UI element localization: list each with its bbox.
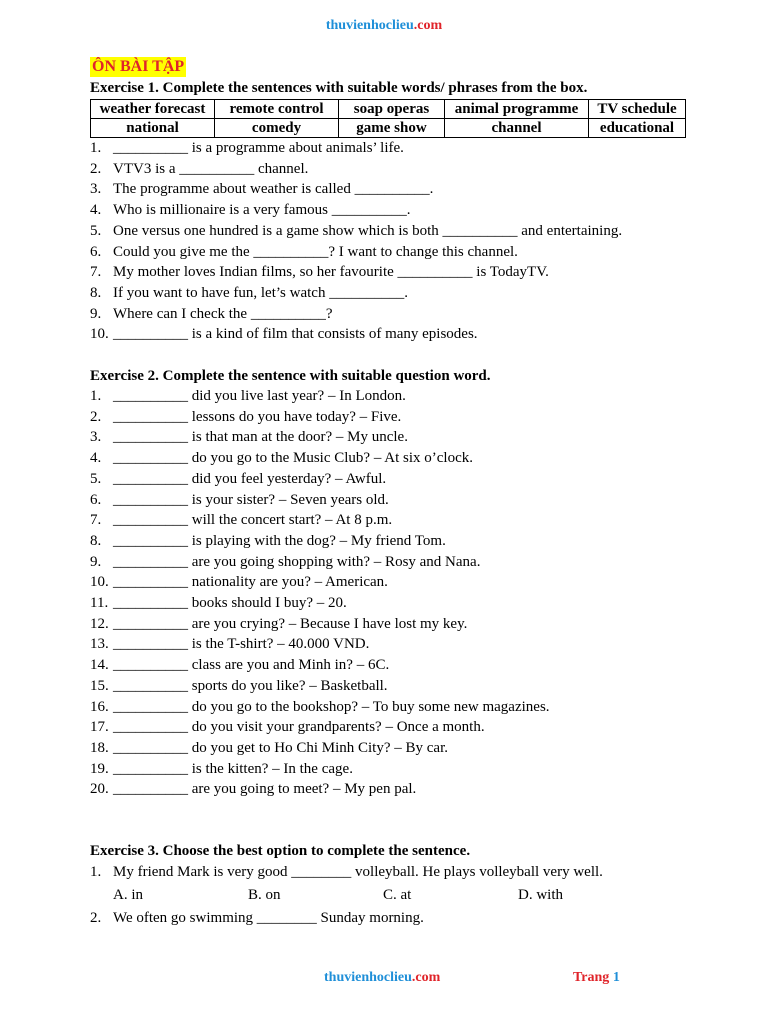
item-number: 2. (90, 160, 102, 177)
item-text: __________ do you visit your grandparents? – Once a month. (113, 719, 485, 736)
word-box-cell: animal programme (445, 100, 589, 119)
footer-site-name: thuvienhoclieu (324, 970, 412, 985)
list-item (90, 221, 690, 242)
list-item (90, 717, 690, 738)
item-number: 8. (90, 284, 102, 301)
item-number: 1. (90, 864, 102, 881)
list-item (90, 324, 690, 345)
item-number: 10. (90, 326, 109, 343)
list-item (90, 386, 690, 407)
item-text: The programme about weather is called __________. (113, 181, 434, 198)
word-box-cell: channel (445, 119, 589, 138)
list-item (90, 427, 690, 448)
item-number: 11. (90, 595, 109, 612)
list-item (90, 908, 690, 929)
list-item (90, 862, 690, 883)
list-item (90, 407, 690, 428)
word-box (90, 99, 686, 138)
list-item (90, 634, 690, 655)
item-number: 9. (90, 305, 102, 322)
item-number: 6. (90, 491, 102, 508)
item-text: __________ are you going shopping with? – Rosy and Nana. (113, 553, 481, 570)
list-item (90, 655, 690, 676)
word-box-cell: national (91, 119, 215, 138)
list-item (90, 200, 690, 221)
word-box-cell: soap operas (339, 100, 445, 119)
item-text: __________ will the concert start? – At 8 p.m. (113, 512, 393, 529)
item-text: __________ did you live last year? – In London. (113, 388, 406, 405)
exercise3-title: Exercise 3. Choose the best option to complete the sentence. (90, 843, 471, 860)
item-text: __________ is your sister? – Seven years old. (113, 491, 389, 508)
page-label: Trang (573, 970, 610, 985)
item-number: 1. (90, 140, 102, 156)
item-text: Who is millionaire is a very famous __________. (113, 202, 411, 219)
exercise3-q1-options (90, 883, 690, 908)
exercise3-list-2 (90, 908, 690, 929)
item-number: 1. (90, 388, 102, 405)
item-text: __________ are you crying? – Because I have lost my key. (113, 615, 468, 632)
spacer (90, 345, 690, 366)
footer-site-link[interactable] (324, 970, 440, 986)
word-box-cell: comedy (215, 119, 339, 138)
item-text: Where can I check the __________? (113, 305, 333, 322)
item-text: __________ is the kitten? – In the cage. (113, 760, 353, 777)
spacer (90, 800, 690, 840)
item-number: 2. (90, 408, 102, 425)
list-item (90, 593, 690, 614)
list-item (90, 469, 690, 490)
item-number: 9. (90, 553, 102, 570)
item-text: __________ do you get to Ho Chi Minh City? – By car. (113, 739, 448, 756)
item-number: 6. (90, 243, 102, 260)
list-item (90, 242, 690, 263)
item-number: 16. (90, 698, 109, 715)
list-item (90, 614, 690, 635)
item-text: VTV3 is a __________ channel. (113, 160, 309, 177)
review-title-row (90, 56, 690, 78)
item-number: 20. (90, 781, 109, 798)
site-header-domain: .com (413, 18, 443, 33)
item-number: 15. (90, 677, 109, 694)
item-number: 4. (90, 202, 102, 219)
item-text: __________ books should I buy? – 20. (113, 595, 347, 612)
item-text: __________ is the T-shirt? – 40.000 VND. (113, 636, 370, 653)
list-item (90, 510, 690, 531)
item-text: One versus one hundred is a game show which is both __________ and entertaining. (113, 222, 623, 239)
list-item (90, 531, 690, 552)
item-number: 13. (90, 636, 109, 653)
item-number: 3. (90, 181, 102, 198)
item-text: My mother loves Indian films, so her favourite __________ is TodayTV. (113, 264, 549, 281)
item-number: 17. (90, 719, 109, 736)
item-number: 19. (90, 760, 109, 777)
item-number: 18. (90, 739, 109, 756)
item-text: __________ lessons do you have today? – Five. (113, 408, 402, 425)
list-item (90, 697, 690, 718)
list-item (90, 283, 690, 304)
item-number: 10. (90, 574, 109, 591)
word-box-cell: educational (589, 119, 686, 138)
item-number: 14. (90, 657, 109, 674)
item-number: 3. (90, 429, 102, 446)
item-text: __________ do you go to the Music Club? – At six o’clock. (113, 450, 473, 467)
site-header[interactable] (0, 18, 768, 34)
list-item (90, 779, 690, 800)
item-text: __________ are you going to meet? – My pen pal. (113, 781, 417, 798)
item-text: __________ class are you and Minh in? – 6C. (113, 657, 390, 674)
word-box-row-1 (91, 100, 686, 119)
item-text: __________ is that man at the door? – My uncle. (113, 429, 408, 446)
option-c: C. at (383, 886, 412, 903)
item-text: __________ is a kind of film that consists of many episodes. (113, 326, 478, 343)
word-box-cell: game show (339, 119, 445, 138)
item-text: __________ do you go to the bookshop? – To buy some new magazines. (113, 698, 550, 715)
page-number-value: 1 (612, 970, 620, 985)
option-d: D. with (518, 886, 563, 903)
item-number: 7. (90, 264, 102, 281)
exercise2-list (90, 386, 690, 800)
item-text: We often go swimming ________ Sunday morning. (113, 909, 424, 926)
item-text: If you want to have fun, let’s watch __________. (113, 284, 408, 301)
list-item (90, 448, 690, 469)
item-number: 5. (90, 222, 102, 239)
item-number: 5. (90, 470, 102, 487)
list-item (90, 159, 690, 180)
item-number: 7. (90, 512, 102, 529)
page-number (573, 970, 620, 986)
option-a: A. in (113, 886, 143, 903)
list-item (90, 552, 690, 573)
document-body (90, 56, 690, 929)
item-text: __________ sports do you like? – Basketball. (113, 677, 388, 694)
item-text: Could you give me the __________? I want to change this channel. (113, 243, 518, 260)
exercise1-title: Exercise 1. Complete the sentences with suitable words/ phrases from the box. (90, 80, 588, 96)
word-box-cell: TV schedule (589, 100, 686, 119)
exercise3-list (90, 862, 690, 883)
list-item (90, 138, 690, 159)
list-item (90, 490, 690, 511)
item-text: __________ is a programme about animals’ life. (113, 140, 404, 156)
item-number: 2. (90, 909, 102, 926)
option-b: B. on (248, 886, 281, 903)
site-header-name: thuvienhoclieu (325, 18, 414, 33)
review-title: ÔN BÀI TẬP (92, 58, 185, 75)
list-item (90, 262, 690, 283)
item-text: __________ did you feel yesterday? – Awful. (113, 470, 387, 487)
exercise2-title: Exercise 2. Complete the sentence with suitable question word. (90, 368, 491, 385)
item-text: __________ is playing with the dog? – My friend Tom. (113, 532, 446, 549)
item-text: My friend Mark is very good ________ volleyball. He plays volleyball very well. (113, 864, 603, 881)
item-number: 4. (90, 450, 102, 467)
word-box-row-2 (91, 119, 686, 138)
word-box-cell: remote control (215, 100, 339, 119)
item-number: 12. (90, 615, 109, 632)
item-text: __________ nationality are you? – American. (113, 574, 388, 591)
word-box-cell: weather forecast (91, 100, 215, 119)
item-number: 8. (90, 532, 102, 549)
list-item (90, 179, 690, 200)
list-item (90, 676, 690, 697)
list-item (90, 572, 690, 593)
list-item (90, 759, 690, 780)
list-item (90, 304, 690, 325)
footer-site-domain: .com (411, 970, 441, 985)
exercise1-list (90, 138, 690, 345)
list-item (90, 738, 690, 759)
